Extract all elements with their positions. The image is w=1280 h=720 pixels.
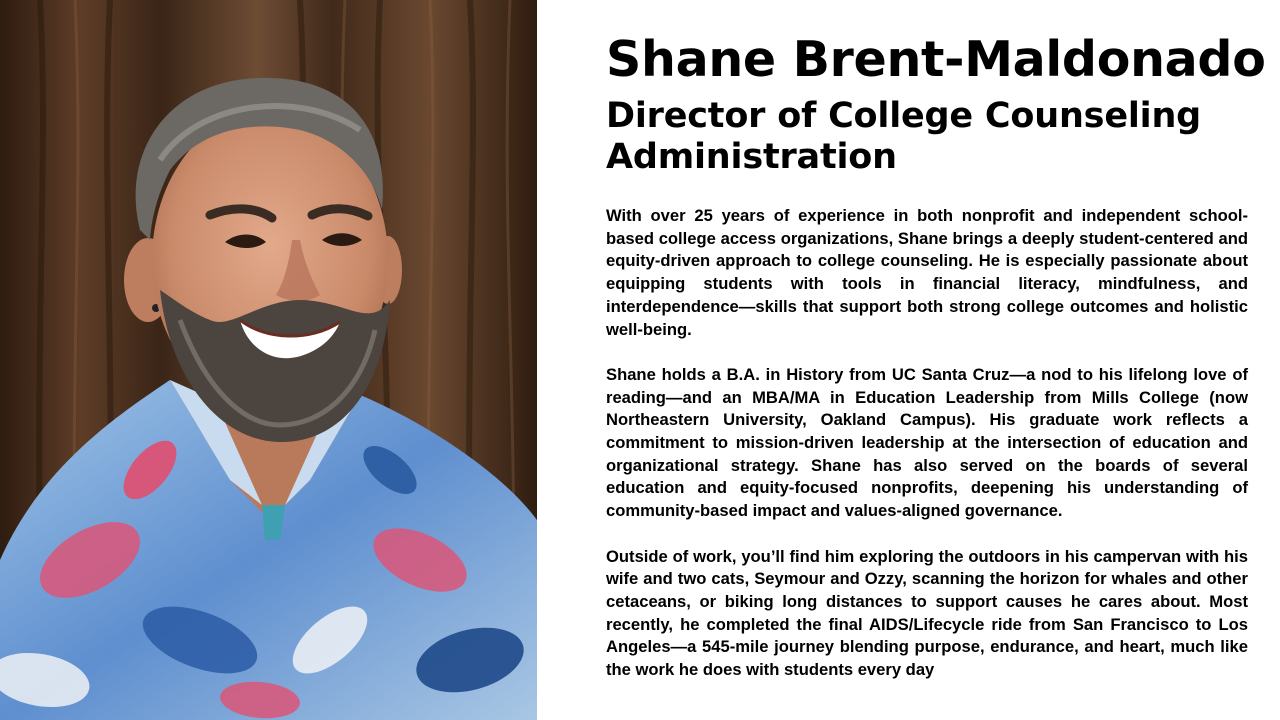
portrait-illustration	[0, 0, 537, 720]
bio-section	[606, 30, 1266, 704]
bio-text	[606, 205, 1248, 682]
person-name: Shane Brent-Maldonado	[606, 31, 1266, 88]
job-title: Director of College Counseling Administration	[606, 96, 1202, 177]
bio-paragraph-personal: Outside of work, you’ll find him exploring the outdoors in his campervan with his wife and two cats, Seymour and Ozzy, scanning the horizon for whales and other cetaceans, or biking long distances to support causes he cares about. Most recently, he completed the final AIDS/Lifecycle ride from San Francisco to Los Angeles—a 545-mile journey blending purpose, endurance, and heart, much like the work he does with students every day	[606, 546, 1248, 680]
bio-paragraph-experience: With over 25 years of experience in both nonprofit and independent school-based college access organizations, Shane brings a deeply student-centered and equity-driven approach to college counseling. He is especially passionate about equipping students with tools in financial literacy, mindfulness, and interdependence—skills that support both strong college outcomes and holistic well-being.	[606, 206, 1248, 339]
portrait-photo	[0, 0, 537, 720]
bio-paragraph-education: Shane holds a B.A. in History from UC Santa Cruz—a nod to his lifelong love of reading—and an MBA/MA in Education Leadership from Mills College (now Northeastern University, Oakland Campus). His graduate work reflects a commitment to mission-driven leadership at the intersection of education and organizational strategy. Shane has also served on the boards of several education and equity-focused nonprofits, deepening his understanding of community-based impact and values-aligned governance.	[606, 364, 1248, 521]
